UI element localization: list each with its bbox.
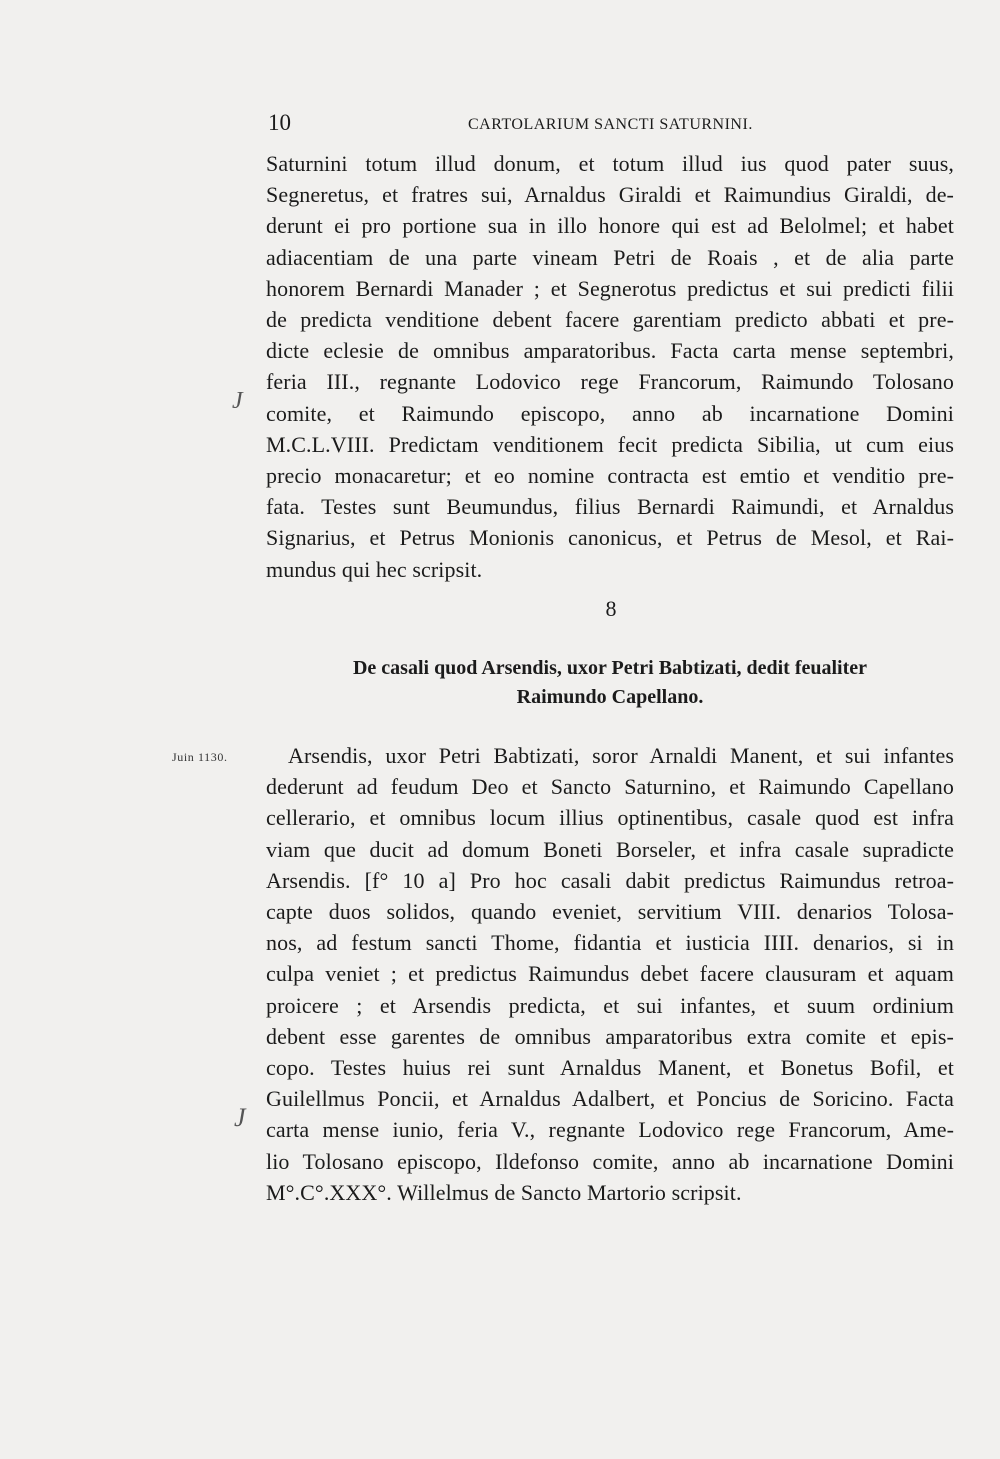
margin-date-note: Juin 1130. (172, 750, 228, 764)
text-line: honorem Bernardi Manader ; et Segnerotus predictus et sui predicti filii (266, 275, 954, 301)
text-line: lio Tolosano episcopo, Ildefonso comite, anno ab incarnatione Domini (266, 1148, 954, 1174)
text-line: Saturnini totum illud donum, et totum illud ius quod pater suus, (266, 151, 954, 176)
charter-7-continuation (266, 148, 954, 585)
text-line: capte duos solidos, quando eveniet, servitium VIII. denarios Tolosa- (266, 899, 954, 925)
section-title-line: De casali quod Arsendis, uxor Petri Babtizati, dedit feualiter (352, 657, 868, 679)
text-line: M°.C°.XXX°. Willelmus de Sancto Martorio scripsit. (266, 1179, 742, 1205)
text-line: Arsendis. [f° 10 a] Pro hoc casali dabit predictus Raimundus retroa- (266, 867, 954, 893)
text-line: M.C.L.VIII. Predictam venditionem fecit predicta Sibilia, ut cum eius (266, 431, 954, 457)
section-title (266, 654, 954, 712)
margin-pencil-mark: J (234, 1103, 246, 1132)
text-line: debent esse garentes de omnibus amparatoribus extra comite et epis- (266, 1023, 954, 1049)
text-line: cellerario, et omnibus locum illius optinentibus, casale quod est infra (266, 805, 954, 831)
text-line: culpa veniet ; et predictus Raimundus debet facere clausuram et aquam (266, 961, 954, 987)
text-line: Signarius, et Petrus Monionis canonicus, et Petrus de Mesol, et Rai- (266, 525, 954, 551)
margin-pencil-mark: J (232, 388, 243, 414)
text-line: dederunt ad feudum Deo et Sancto Saturnino, et Raimundo Capellano (266, 774, 954, 800)
text-line: mundus qui hec scripsit. (266, 556, 483, 582)
text-line: feria III., regnante Lodovico rege Francorum, Raimundo Tolosano (266, 369, 954, 395)
charter-8-text (266, 740, 954, 1208)
page-number: 10 (268, 110, 291, 135)
text-line: proicere ; et Arsendis predicta, et sui infantes, et suum ordinium (266, 992, 954, 1018)
text-line: copo. Testes huius rei sunt Arnaldus Manent, et Bonetus Bofil, et (266, 1055, 954, 1081)
text-line: nos, ad festum sancti Thome, fidantia et iusticia IIII. denarios, si in (266, 930, 954, 956)
text-line: dicte eclesie de omnibus amparatoribus. Facta carta mense septembri, (266, 338, 954, 364)
text-line: fata. Testes sunt Beumundus, filius Bernardi Raimundi, et Arnaldus (266, 494, 954, 520)
section-title-line: Raimundo Capellano. (516, 686, 704, 708)
text-line: Arsendis, uxor Petri Babtizati, soror Arnaldi Manent, et sui infantes (288, 743, 954, 768)
text-line: Guilellmus Poncii, et Arnaldus Adalbert, et Poncius de Soricino. Facta (266, 1086, 954, 1112)
page-header (266, 106, 954, 140)
running-title: CARTOLARIUM SANCTI SATURNINI. (468, 116, 753, 133)
section-number: 8 (605, 596, 617, 621)
text-line: adiacentiam de una parte vineam Petri de Roais , et de alia parte (266, 244, 954, 270)
text-line: comite, et Raimundo episcopo, anno ab incarnatione Domini (266, 400, 954, 426)
text-line: derunt ei pro portione sua in illo honore qui est ad Belolmel; et habet (266, 213, 954, 239)
text-line: carta mense iunio, feria V., regnante Lodovico rege Francorum, Ame- (266, 1117, 954, 1143)
text-line: viam que ducit ad domum Boneti Borseler, et infra casale supradicte (266, 836, 954, 862)
text-line: de predicta venditione debent facere garentiam predicto abbati et pre- (266, 307, 954, 333)
text-line: precio monacaretur; et eo nomine contracta est emtio et venditio pre- (266, 463, 954, 489)
text-line: Segneretus, et fratres sui, Arnaldus Giraldi et Raimundius Giraldi, de- (266, 182, 954, 208)
